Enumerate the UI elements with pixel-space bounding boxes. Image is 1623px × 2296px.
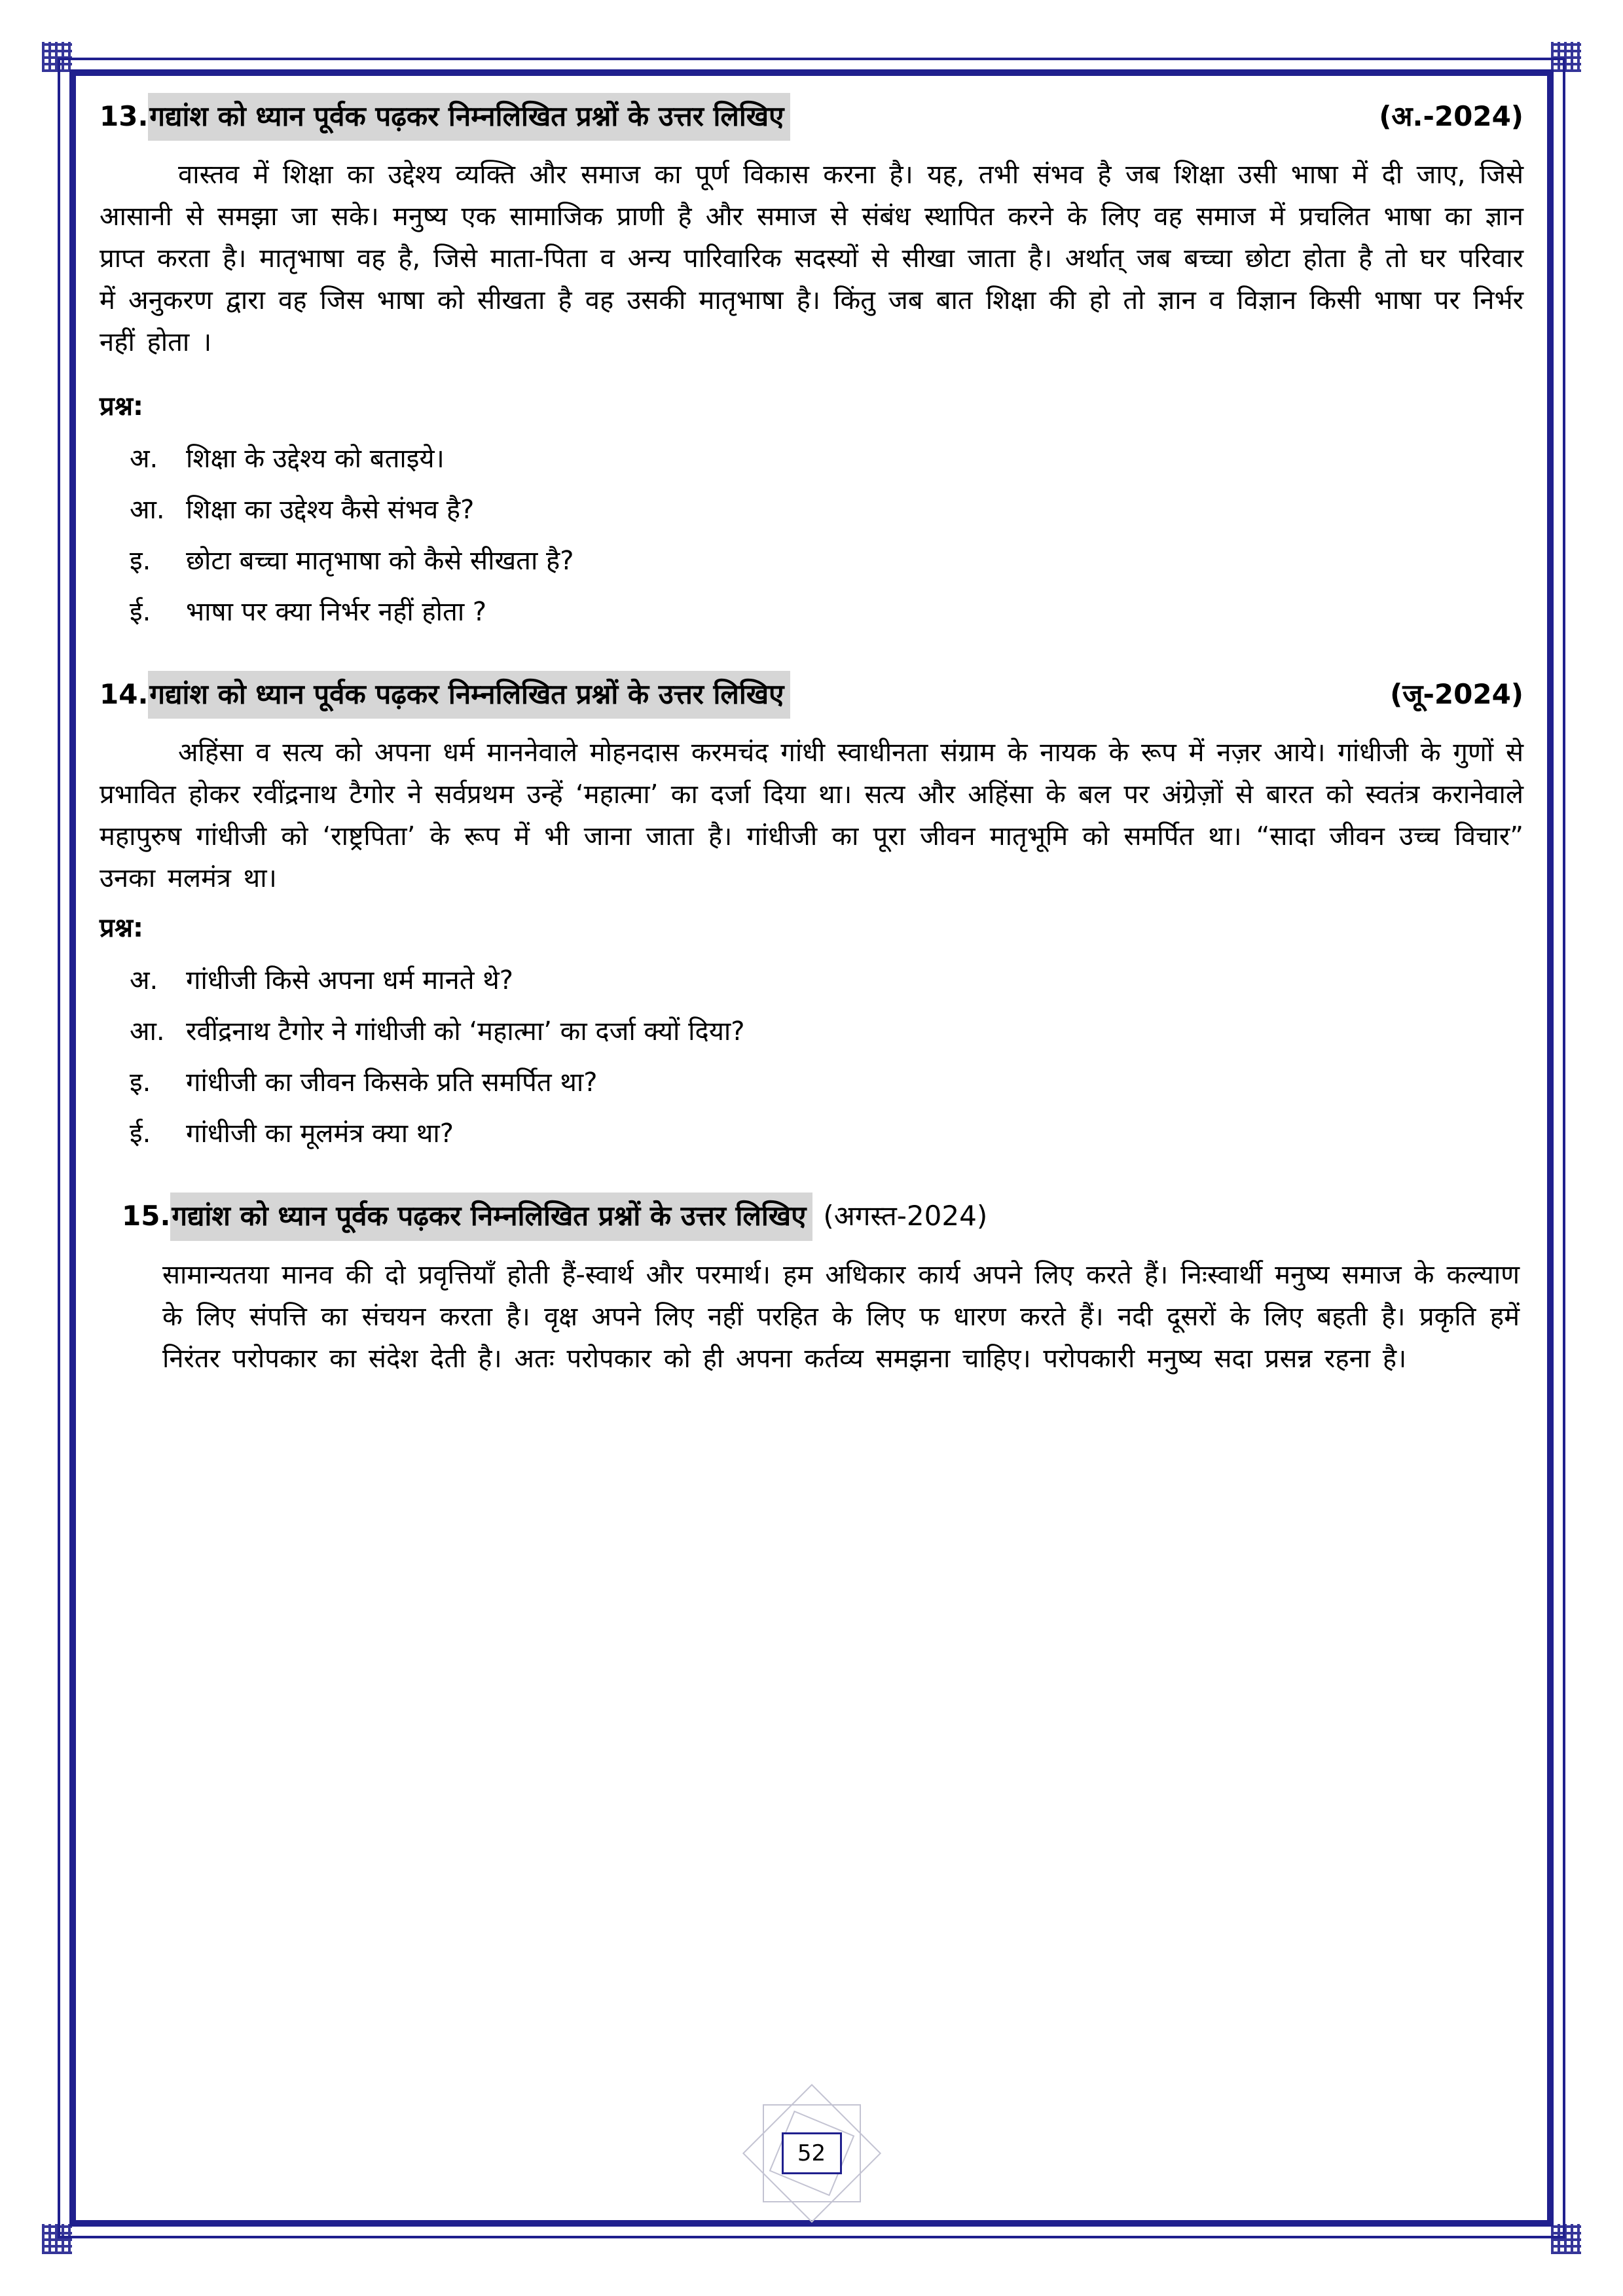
questions-list	[130, 438, 1523, 633]
corner-ornament-bottom-left	[42, 2224, 72, 2254]
section-13-heading-row	[100, 93, 1523, 141]
exam-date: (जू-2024)	[1390, 678, 1523, 711]
section-number: 15.	[122, 1200, 171, 1232]
question-text: शिक्षा का उद्देश्य कैसे संभव है?	[186, 495, 475, 526]
question-text: गांधीजी का मूलमंत्र क्या था?	[186, 1119, 454, 1149]
questions-label: प्रश्न:	[100, 391, 144, 422]
question-text: भाषा पर क्या निर्भर नहीं होता ?	[186, 597, 487, 628]
corner-ornament-top-left	[42, 42, 72, 72]
question-label: ई.	[130, 1119, 151, 1149]
question-text: गांधीजी का जीवन किसके प्रति समर्पित था?	[186, 1067, 598, 1098]
question-item	[130, 1062, 1523, 1103]
questions-list	[130, 960, 1523, 1155]
question-item	[130, 960, 1523, 1001]
section-14	[100, 671, 1523, 1155]
page-number-medallion	[740, 2088, 884, 2219]
passage-paragraph: वास्तव में शिक्षा का उद्देश्य व्यक्ति और समाज का पूर्ण विकास करना है। यह, तभी संभव है जब शिक्षा उसी भाषा में दी जाए, जिसे आसानी से समझा जा सके। मनुष्य एक सामाजिक प्राणी है और समाज से संबंध स्थापित करने के लिए वह समाज में प्रचलित भाषा का ज्ञान प्राप्त करता है। मातृभाषा वह है, जिसे माता-पिता व अन्य पारिवारिक सदस्यों से सीखा जाता है। अर्थात् जब बच्चा छोटा होता है तो घर परिवार में अनुकरण द्वारा वह जिस भाषा को सीखता है वह उसकी मातृभाषा है। किंतु जब बात शिक्षा की हो तो ज्ञान व विज्ञान किसी भाषा पर निर्भर नहीं होता ।	[100, 160, 1523, 358]
question-label: आ.	[130, 495, 165, 526]
question-item	[130, 540, 1523, 582]
question-item	[130, 489, 1523, 531]
question-text: रवींद्रनाथ टैगोर ने गांधीजी को ‘महात्मा’ का दर्जा क्यों दिया?	[186, 1016, 745, 1047]
page-number: 52	[797, 2140, 826, 2166]
question-label: इ.	[130, 1067, 151, 1098]
section-14-heading-row	[100, 671, 1523, 719]
question-text: शिक्षा के उद्देश्य को बताइये।	[186, 444, 445, 475]
question-label: अ.	[130, 444, 158, 475]
exam-date: (अ.-2024)	[1379, 100, 1523, 132]
question-label: ई.	[130, 597, 151, 628]
question-label: अ.	[130, 965, 158, 996]
section-15	[122, 1193, 1520, 1379]
question-item	[130, 1113, 1523, 1155]
section-15-heading-row	[122, 1193, 1520, 1240]
passage-paragraph: सामान्यतया मानव की दो प्रवृत्तियाँ होती हैं-स्वार्थ और परमार्थ। हम अधिकार कार्य अपने लिए करते हैं। निःस्वार्थी मनुष्य समाज के कल्याण के लिए संपत्ति का संचयन करता है। वृक्ष अपने लिए नहीं परहित के लिए फ धारण करते हैं। नदी दूसरों के लिए बहती है। प्रकृति हमें निरंतर परोपकार का संदेश देती है। अतः परोपकार को ही अपना कर्तव्य समझना चाहिए। परोपकारी मनुष्य सदा प्रसन्न रहना है।	[162, 1259, 1520, 1374]
section-number: 14.	[100, 678, 149, 711]
section-number: 13.	[100, 100, 149, 132]
page-content	[100, 93, 1523, 1418]
question-item	[130, 591, 1523, 633]
question-text: गांधीजी किसे अपना धर्म मानते थे?	[186, 965, 514, 996]
exam-date: (अगस्त-2024)	[823, 1200, 988, 1232]
section-heading-text: गद्यांश को ध्यान पूर्वक पढ़कर निम्नलिखित प्रश्नों के उत्तर लिखिए	[170, 1193, 812, 1240]
section-heading-text: गद्यांश को ध्यान पूर्वक पढ़कर निम्नलिखित प्रश्नों के उत्तर लिखिए	[148, 671, 790, 719]
page-number-box	[782, 2132, 842, 2174]
questions-label: प्रश्न:	[100, 913, 144, 944]
corner-ornament-bottom-right	[1551, 2224, 1581, 2254]
question-label: इ.	[130, 546, 151, 577]
question-label: आ.	[130, 1016, 165, 1047]
question-item	[130, 438, 1523, 480]
question-item	[130, 1011, 1523, 1052]
corner-ornament-top-right	[1551, 42, 1581, 72]
section-heading-text: गद्यांश को ध्यान पूर्वक पढ़कर निम्नलिखित प्रश्नों के उत्तर लिखिए	[148, 93, 790, 141]
section-13	[100, 93, 1523, 633]
question-text: छोटा बच्चा मातृभाषा को कैसे सीखता है?	[186, 546, 574, 577]
passage-paragraph: अहिंसा व सत्य को अपना धर्म माननेवाले मोहनदास करमचंद गांधी स्वाधीनता संग्राम के नायक के रूप में नज़र आये। गांधीजी के गुणों से प्रभावित होकर रवींद्रनाथ टैगोर ने सर्वप्रथम उन्हें ‘महात्मा’ का दर्जा दिया था। सत्य और अहिंसा के बल पर अंग्रेज़ों से बारत को स्वतंत्र करानेवाले महापुरुष गांधीजी को ‘राष्ट्रपिता’ के रूप में भी जाना जाता है। गांधीजी का पूरा जीवन मातृभूमि को समर्पित था। “सादा जीवन उच्च विचार” उनका मलमंत्र था।	[100, 738, 1523, 894]
